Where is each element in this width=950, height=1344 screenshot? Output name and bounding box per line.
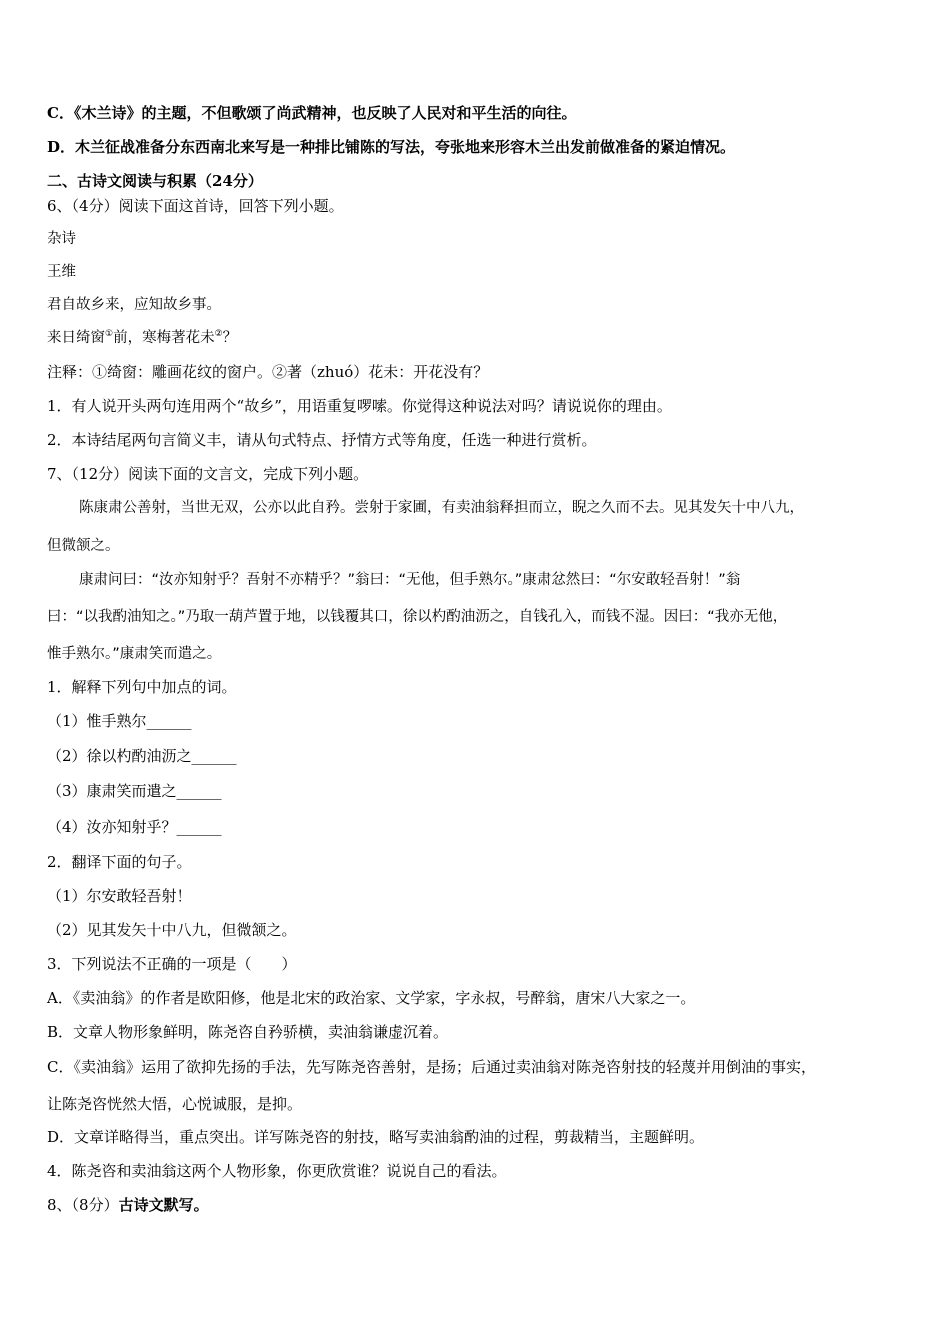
question-6-heading: 6、（4分）阅读下面这首诗，回答下列小题。: [47, 197, 344, 215]
q7-1-item-4: （4）汝亦知射乎？______: [47, 818, 222, 836]
q7-3-option-c-line-1: C．《卖油翁》运用了欲抑先扬的手法，先写陈尧咨善射，是扬；后通过卖油翁对陈尧咨射技的轻蔑并用倒油的事实，: [47, 1058, 816, 1076]
passage-paragraph-2-line-1: 康肃问曰：“汝亦知射乎？吾射不亦精乎？”翁曰：“无他，但手熟尔。”康肃忿然曰：“尔安敢轻吾射！”翁: [79, 572, 741, 588]
q6-subquestion-1: 1．有人说开头两句连用两个“故乡”，用语重复啰嗦。你觉得这种说法对吗？请说说你的理由。: [47, 397, 672, 415]
question-8-title: 古诗文默写。: [118, 1196, 209, 1214]
q6-subquestion-2: 2．本诗结尾两句言简义丰，请从句式特点、抒情方式等角度，任选一种进行赏析。: [47, 431, 597, 449]
footnote-marker-2: ②: [214, 329, 223, 340]
poem-line-2-part-c: ？: [222, 330, 238, 346]
q7-3-option-d: D．文章详略得当，重点突出。详写陈尧咨的射技，略写卖油翁酌油的过程，剪裁精当，主题鲜明。: [47, 1128, 705, 1146]
q7-subquestion-4: 4．陈尧咨和卖油翁这两个人物形象，你更欣赏谁？说说自己的看法。: [47, 1162, 507, 1180]
q7-3-option-b: B．文章人物形象鲜明，陈尧咨自矜骄横，卖油翁谦虚沉着。: [47, 1023, 449, 1041]
q7-subquestion-3: 3．下列说法不正确的一项是（ ）: [47, 955, 297, 973]
q7-1-item-1: （1）惟手熟尔______: [47, 712, 192, 730]
q7-subquestion-1: 1．解释下列句中加点的词。: [47, 678, 237, 696]
passage-paragraph-1-line-1: 陈康肃公善射，当世无双，公亦以此自矜。尝射于家圃，有卖油翁释担而立，睨之久而不去。见其发矢十中八九，: [79, 500, 804, 516]
q7-1-item-2: （2）徐以杓酌油沥之______: [47, 747, 237, 765]
poem-line-2: [47, 328, 237, 348]
passage-paragraph-1-line-2: 但微颔之。: [47, 538, 120, 554]
q7-2-item-1: （1）尔安敢轻吾射！: [47, 887, 192, 905]
option-d-mulan: D．木兰征战准备分东西南北来写是一种排比铺陈的写法，夸张地来形容木兰出发前做准备的紧迫情况。: [47, 138, 736, 156]
q7-1-item-3: （3）康肃笑而遣之______: [47, 782, 222, 800]
q7-subquestion-2: 2．翻译下面的句子。: [47, 853, 192, 871]
poem-annotation: 注释：①绮窗：雕画花纹的窗户。②著（zhuó）花未：开花没有？: [47, 363, 489, 381]
passage-paragraph-2-line-2: 曰：“以我酌油知之。”乃取一葫芦置于地，以钱覆其口，徐以杓酌油沥之，自钱孔入，而钱不湿。因曰：“我亦无他，: [47, 609, 788, 625]
footnote-marker-1: ①: [105, 329, 114, 340]
question-8-number: 8、（8分）: [47, 1196, 119, 1214]
option-c-mulan: C．《木兰诗》的主题，不但歌颂了尚武精神，也反映了人民对和平生活的向往。: [47, 104, 577, 122]
poem-author: 王维: [47, 264, 76, 280]
poem-title: 杂诗: [47, 231, 76, 247]
question-8-heading: [47, 1195, 209, 1215]
section-heading-classical: 二、古诗文阅读与积累（24分）: [47, 172, 263, 190]
q7-3-option-a: A．《卖油翁》的作者是欧阳修，他是北宋的政治家、文学家，字永叔，号醉翁，唐宋八大家之一。: [47, 989, 696, 1007]
q7-2-item-2: （2）见其发矢十中八九，但微颔之。: [47, 921, 297, 939]
q7-3-option-c-line-2: 让陈尧咨恍然大悟，心悦诚服，是抑。: [47, 1095, 303, 1113]
poem-line-2-part-b: 前，寒梅著花未: [113, 330, 215, 346]
passage-paragraph-2-line-3: 惟手熟尔。”康肃笑而遣之。: [47, 646, 222, 662]
question-7-heading: 7、（12分）阅读下面的文言文，完成下列小题。: [47, 465, 369, 483]
poem-line-1: 君自故乡来，应知故乡事。: [47, 297, 221, 313]
poem-line-2-part-a: 来日绮窗: [47, 330, 105, 346]
